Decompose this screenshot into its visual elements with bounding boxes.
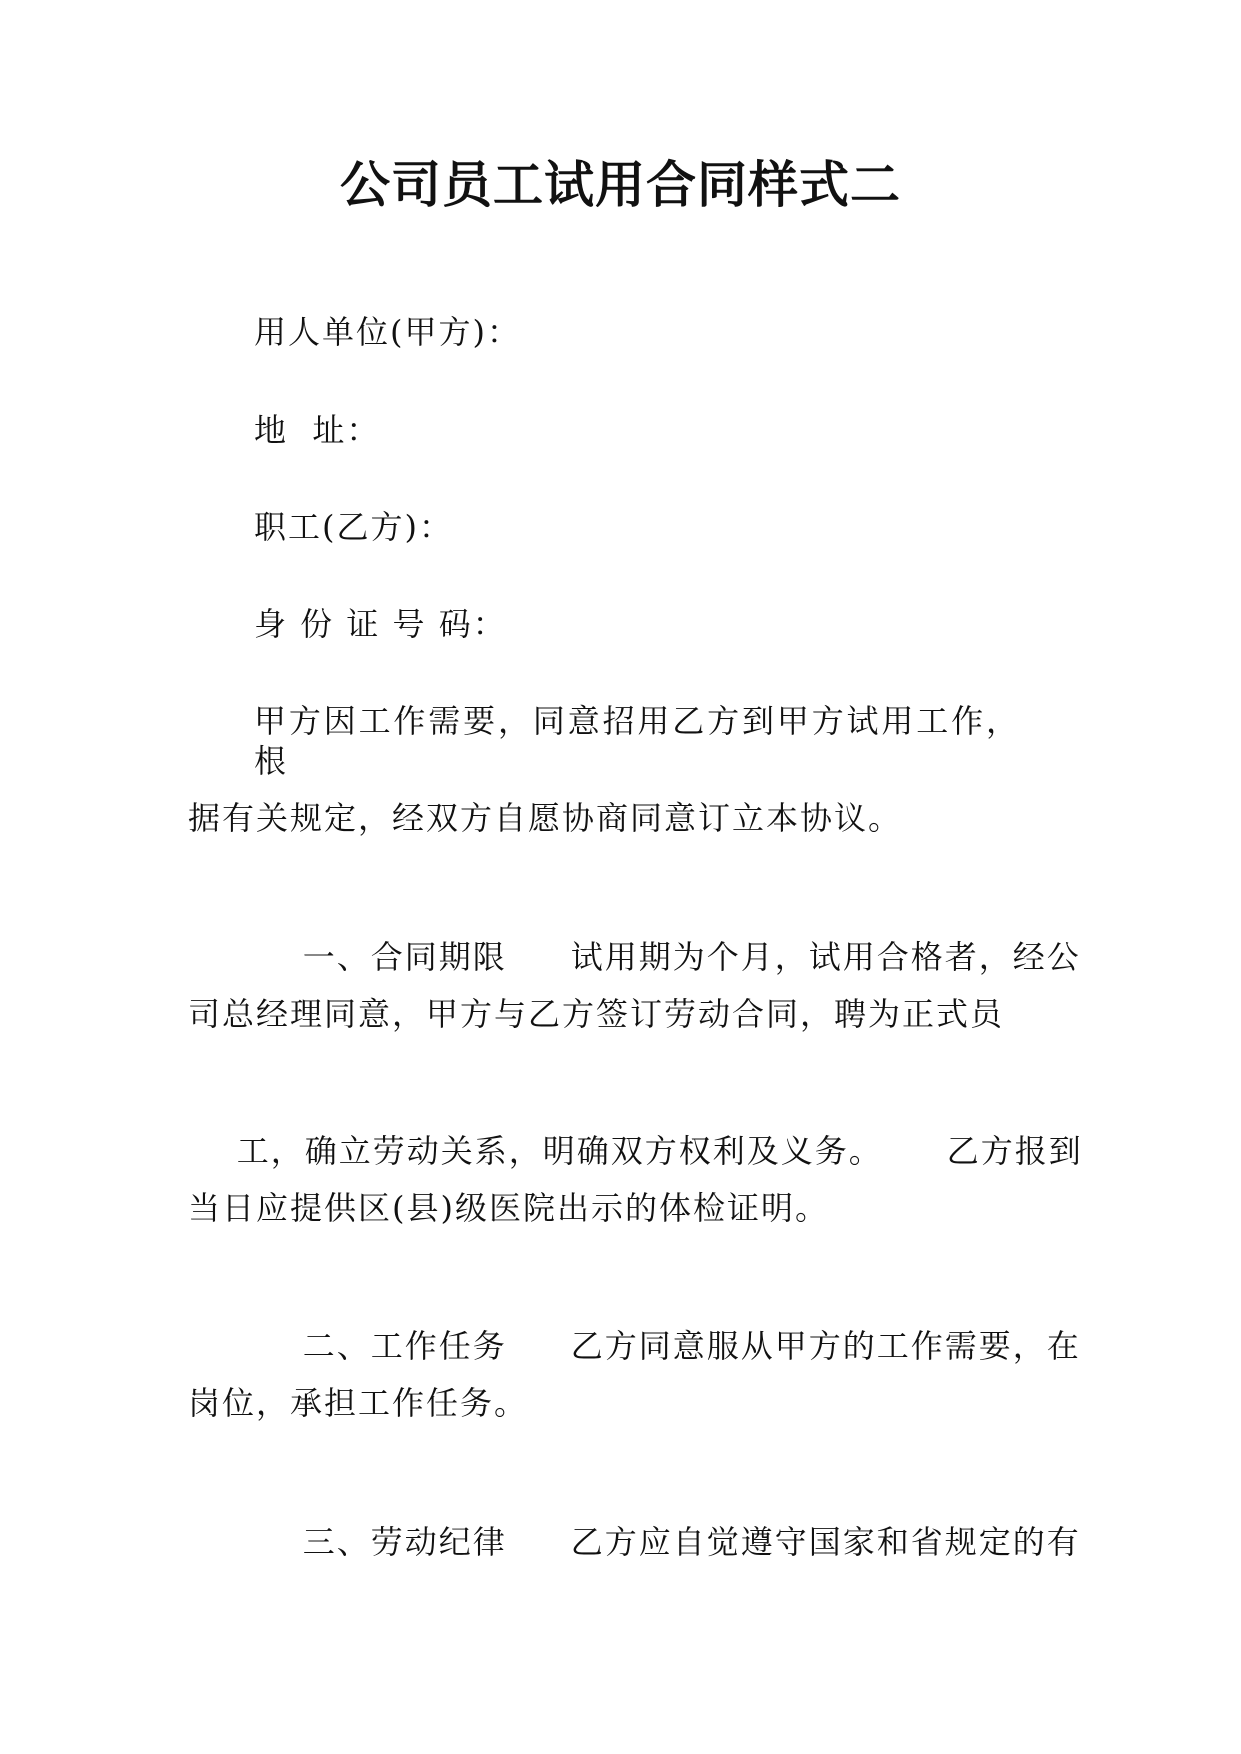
section-1-line-4: 当日应提供区(县)级医院出示的体检证明。 xyxy=(188,1189,829,1227)
id-number-field-label: 身 份 证 号 码： xyxy=(254,605,507,643)
address-field-label: 地 址： xyxy=(254,411,381,449)
employee-field-label: 职工(乙方)： xyxy=(254,508,453,546)
section-1-text-3: 工，确立劳动关系，明确双方权利及义务。 xyxy=(236,1132,883,1170)
employer-field-label: 用人单位(甲方)： xyxy=(254,313,521,351)
section-1-text-3-tail: 乙方报到 xyxy=(946,1132,1083,1170)
section-2-line-2: 岗位，承担工作任务。 xyxy=(188,1384,529,1422)
section-1-text-1: 试用期为个月，试用合格者，经公 xyxy=(570,938,1081,976)
section-1-line-2: 司总经理同意，甲方与乙方签订劳动合同，聘为正式员 xyxy=(188,995,1005,1033)
section-3-line-1 xyxy=(254,1482,1081,1602)
section-1-heading: 一、合同期限 xyxy=(302,938,507,976)
document-title: 公司员工试用合同样式二 xyxy=(340,156,901,214)
intro-line-2: 据有关规定，经双方自愿协商同意订立本协议。 xyxy=(188,799,903,837)
intro-line-1: 甲方因工作需要，同意招用乙方到甲方试用工作，根 xyxy=(254,702,1020,780)
section-3-heading: 三、劳动纪律 xyxy=(302,1523,507,1561)
section-3-text-1: 乙方应自觉遵守国家和省规定的有 xyxy=(570,1523,1081,1561)
section-2-text-1: 乙方同意服从甲方的工作需要，在 xyxy=(570,1327,1081,1365)
section-2-heading: 二、工作任务 xyxy=(302,1327,507,1365)
